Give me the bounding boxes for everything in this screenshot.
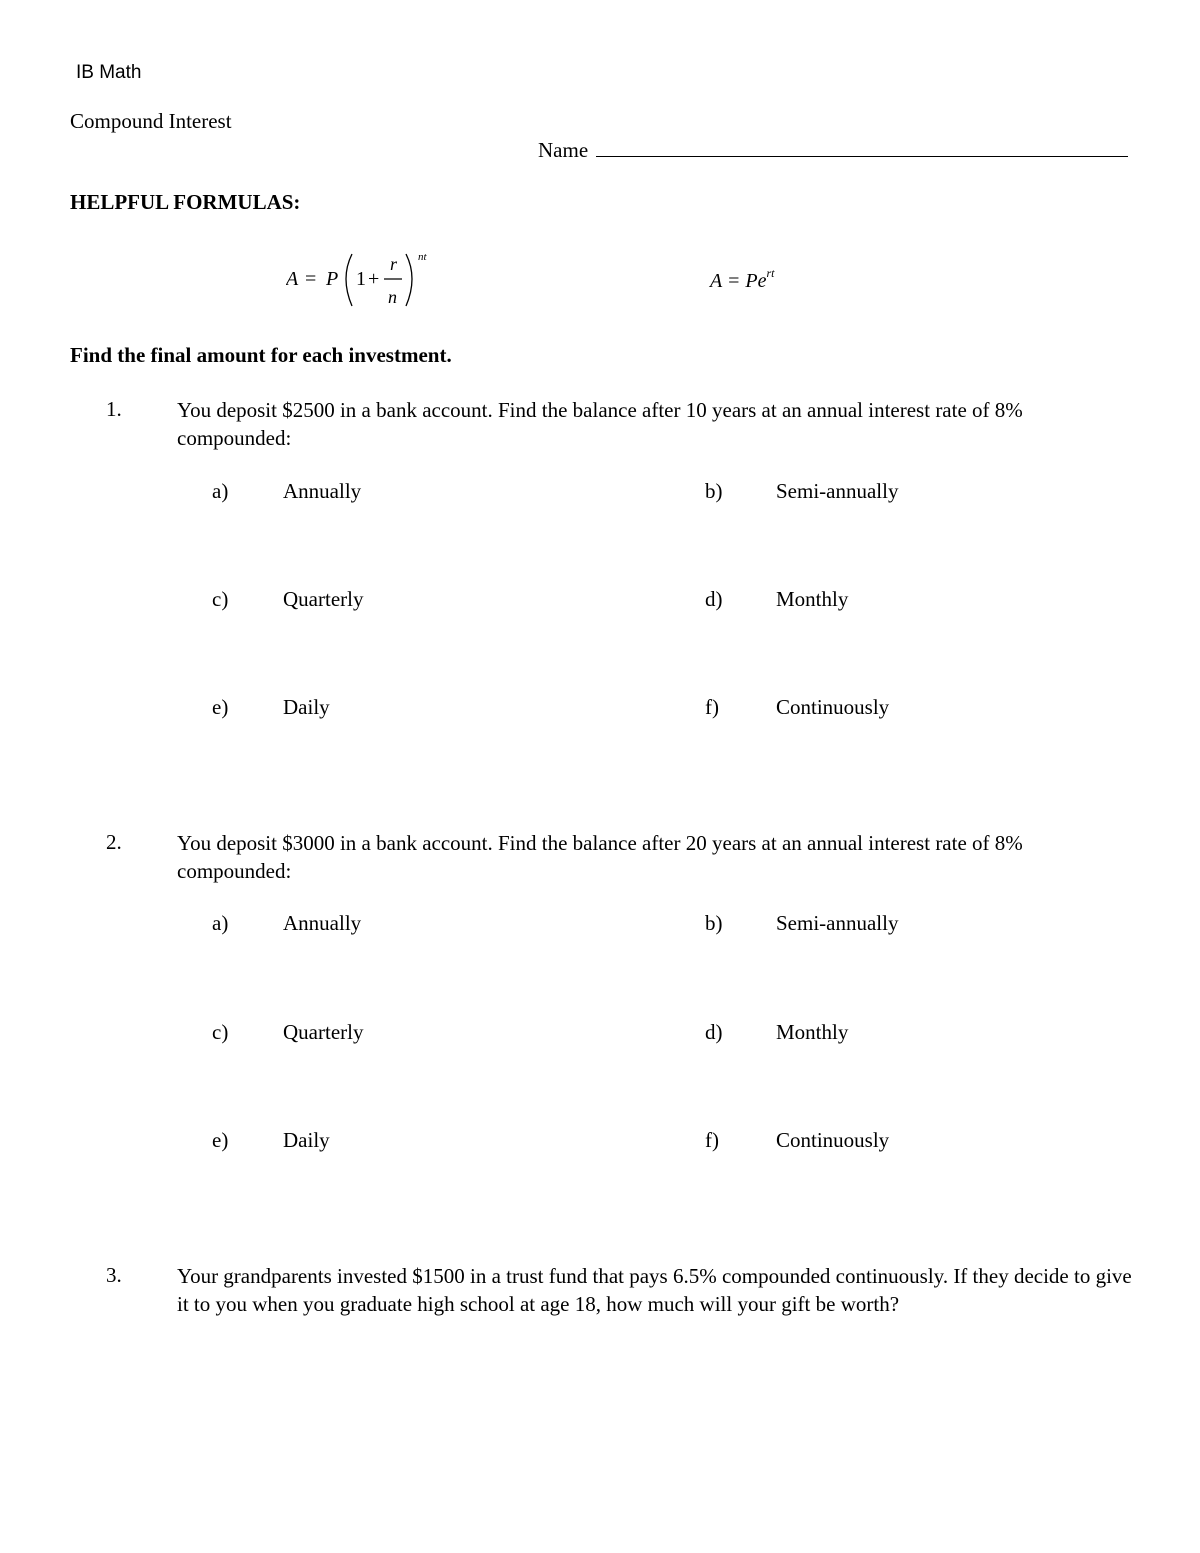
problem-1-option-letter: f) [705, 695, 719, 719]
formula-a: A [286, 268, 299, 290]
problem-1-option-label: Quarterly [283, 587, 364, 611]
name-field[interactable] [538, 136, 1128, 163]
problem-2-option-label: Quarterly [283, 1020, 364, 1044]
left-paren [346, 254, 352, 306]
problem-2-option-letter: f) [705, 1128, 719, 1152]
problem-2-option-letter: e) [212, 1128, 229, 1152]
problem-2-option-letter: c) [212, 1020, 229, 1044]
problem-2-text: You deposit $3000 in a bank account. Find the balance after 20 years at an annual interest rate of 8% compounded: [177, 831, 1023, 883]
problem-1-option-letter: a) [212, 479, 229, 503]
formulas-heading: HELPFUL FORMULAS: [70, 190, 301, 214]
continuous-formula-exponent: rt [766, 266, 775, 280]
problem-1-option-letter: b) [705, 479, 723, 503]
problem-1-option-letter: c) [212, 587, 229, 611]
worksheet-title: Compound Interest [70, 109, 232, 133]
right-paren [406, 254, 412, 306]
problem-2-option-label: Continuously [776, 1128, 890, 1152]
continuous-formula-base: A = Pe [710, 270, 767, 292]
name-label: Name [538, 138, 589, 162]
continuous-interest-formula [710, 266, 774, 293]
problem-1-option-label: Semi-annually [776, 479, 899, 503]
formula-r: r [390, 254, 398, 274]
formula-p: P [326, 268, 339, 290]
problem-3-text: Your grandparents invested $1500 in a trust fund that pays 6.5% compounded continuously. If they decide to give it to you when you graduate high school at age 18, how much will your gift be worth? [177, 1264, 1132, 1316]
problem-1-option-label: Continuously [776, 695, 890, 719]
problem-1-text: You deposit $2500 in a bank account. Find the balance after 10 years at an annual interest rate of 8% compounded: [177, 398, 1023, 450]
problem-2-option-label: Annually [283, 911, 362, 935]
problem-2-option-letter: b) [705, 911, 723, 935]
instructions: Find the final amount for each investment. [70, 343, 452, 367]
problem-2-number: 2. [106, 830, 122, 854]
formula-plus: + [368, 268, 380, 290]
problem-1-option-label: Annually [283, 479, 362, 503]
formula-equals: = [305, 268, 317, 290]
problem-1-option-letter: e) [212, 695, 229, 719]
problem-1-option-label: Monthly [776, 587, 849, 611]
problem-2-option-letter: a) [212, 911, 229, 935]
problem-1-number: 1. [106, 397, 122, 421]
problem-2-option-label: Monthly [776, 1020, 849, 1044]
problem-2-option-label: Daily [283, 1128, 330, 1152]
formula-one: 1 [356, 268, 366, 290]
problem-2-option-label: Semi-annually [776, 911, 899, 935]
compound-interest-formula [286, 248, 436, 318]
problem-2-option-letter: d) [705, 1020, 723, 1044]
problem-3-number: 3. [106, 1263, 122, 1287]
problem-1-option-letter: d) [705, 587, 723, 611]
name-blank-line[interactable] [596, 136, 1128, 157]
formula-n: n [388, 287, 397, 307]
formula-exponent: nt [418, 251, 427, 263]
problem-1-option-label: Daily [283, 695, 330, 719]
course-label: IB Math [76, 62, 142, 83]
